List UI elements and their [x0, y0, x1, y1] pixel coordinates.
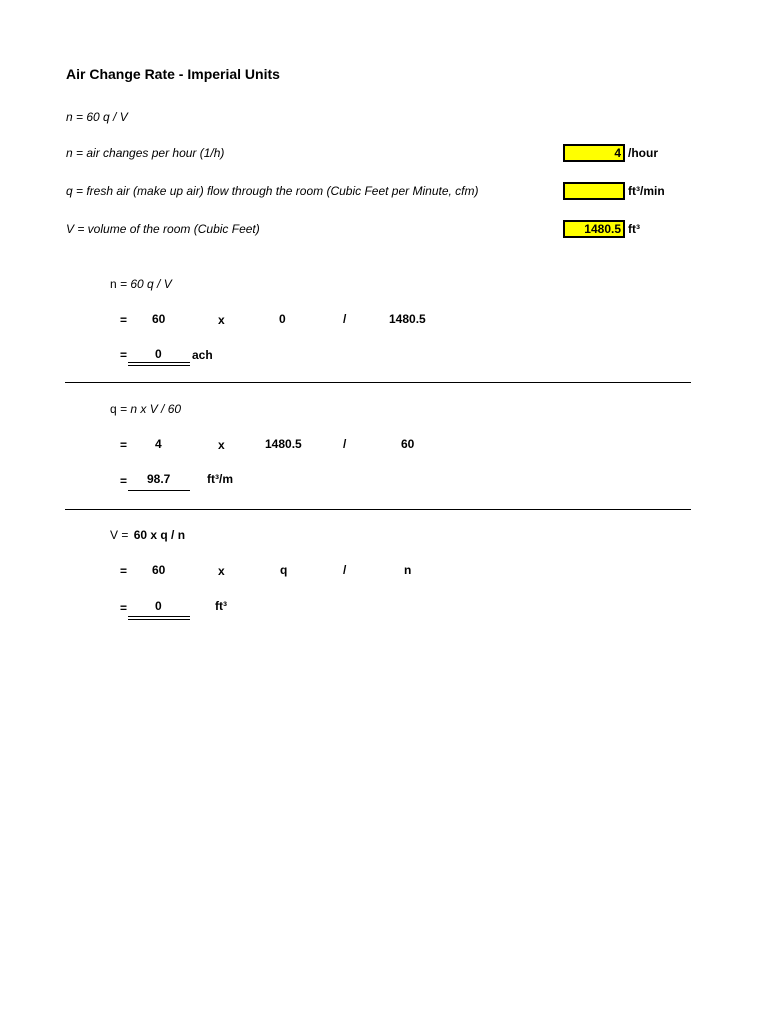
calc-v-equals: =	[120, 564, 128, 578]
q-unit: ft³/min	[628, 184, 665, 198]
calc-q-a: 4	[155, 437, 162, 451]
calc-n-equals-2: =	[120, 348, 128, 362]
calc-v-heading	[110, 528, 185, 542]
calc-n-var: n	[110, 277, 117, 291]
calc-v-var: V =	[110, 528, 129, 542]
calc-v-result: 0	[155, 599, 162, 613]
v-definition: V = volume of the room (Cubic Feet)	[66, 222, 260, 236]
calc-q-heading	[110, 402, 181, 416]
calc-v-b: q	[280, 563, 288, 577]
calc-v-formula: 60 x q / n	[133, 528, 186, 542]
calc-q-formula: = n x V / 60	[116, 402, 182, 416]
calc-v-c: n	[404, 563, 412, 577]
calc-n-op2: /	[343, 312, 347, 326]
calc-q-equals-2: =	[120, 474, 128, 488]
calc-n-result: 0	[155, 347, 162, 361]
v-unit: ft³	[628, 222, 640, 236]
calc-v-unit: ft³	[215, 599, 227, 613]
calc-q-c: 60	[401, 437, 415, 451]
n-unit: /hour	[628, 146, 658, 160]
calc-q-result: 98.7	[147, 472, 171, 486]
section-divider-2	[65, 509, 691, 510]
calc-v-equals-2: =	[120, 601, 128, 615]
calc-n-unit: ach	[192, 348, 213, 362]
calc-n-b: 0	[279, 312, 286, 326]
calc-q-var: q	[110, 402, 117, 416]
calc-n-formula: = 60 q / V	[116, 277, 172, 291]
calc-n-c: 1480.5	[389, 312, 426, 326]
n-input[interactable]: 4	[563, 144, 625, 162]
calc-q-unit: ft³/m	[207, 472, 233, 486]
calc-q-equals: =	[120, 438, 128, 452]
n-definition: n = air changes per hour (1/h)	[66, 146, 225, 160]
calc-v-result-underline	[128, 616, 190, 620]
calc-q-op2: /	[343, 437, 347, 451]
calc-v-op2: /	[343, 563, 347, 577]
formula-line: n = 60 q / V	[66, 110, 128, 124]
page-title: Air Change Rate - Imperial Units	[66, 66, 280, 82]
calc-q-op1: x	[218, 438, 225, 452]
calc-n-op1: x	[218, 313, 225, 327]
v-input[interactable]: 1480.5	[563, 220, 625, 238]
calc-n-equals: =	[120, 313, 128, 327]
calc-q-result-underline	[128, 490, 190, 491]
q-definition: q = fresh air (make up air) flow through the room (Cubic Feet per Minute, cfm)	[66, 184, 479, 198]
calc-q-b: 1480.5	[265, 437, 302, 451]
calc-n-a: 60	[152, 312, 166, 326]
q-input[interactable]	[563, 182, 625, 200]
calc-n-heading	[110, 277, 172, 291]
calc-v-a: 60	[152, 563, 166, 577]
calc-v-op1: x	[218, 564, 225, 578]
section-divider-1	[65, 382, 691, 383]
calc-n-result-underline	[128, 362, 190, 366]
